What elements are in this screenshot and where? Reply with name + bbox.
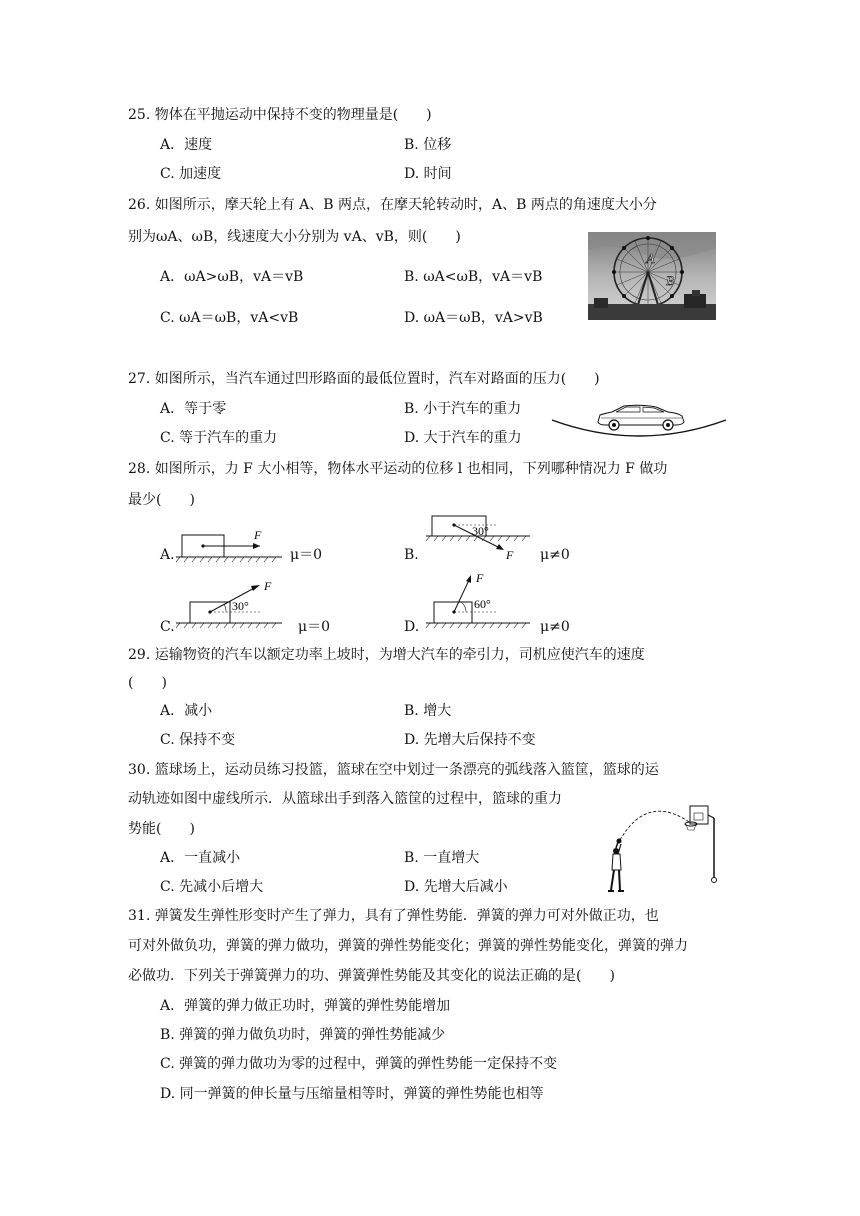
q25-option-c: C. 加速度 xyxy=(160,166,222,182)
q31-option-a: A．弹簧的弹力做正功时，弹簧的弹性势能增加 xyxy=(160,998,451,1014)
force-diagram-c xyxy=(176,580,284,636)
q25-stem: 25. 物体在平抛运动中保持不变的物理量是( ) xyxy=(128,107,432,123)
q26-option-d: D. ωA＝ωB，vA>vB xyxy=(404,310,543,326)
angle-label-b: 30° xyxy=(472,524,489,538)
q29-stem-line1: 29. 运输物资的汽车以额定功率上坡时，为增大汽车的牵引力，司机应使汽车的速度 xyxy=(128,647,645,663)
q30-option-a: A．一直减小 xyxy=(160,850,241,866)
q30-stem-line3: 势能( ) xyxy=(128,821,195,837)
force-label-a: F xyxy=(254,528,262,542)
force-diagram-a xyxy=(176,524,284,564)
q26-option-b: B. ωA<ωB，vA＝vB xyxy=(404,269,543,285)
q29-option-a: A．减小 xyxy=(160,703,213,719)
q28-option-b: B. xyxy=(404,547,419,563)
q29-option-b: B. 增大 xyxy=(404,703,452,719)
angle-label-c: 30° xyxy=(232,599,249,613)
q28-stem-line1: 28. 如图所示，力 F 大小相等，物体水平运动的位移 l 也相同，下列哪种情况力 F 做功 xyxy=(128,461,668,477)
q29-stem-line2: ( ) xyxy=(128,675,167,691)
q27-stem: 27. 如图所示，当汽车通过凹形路面的最低位置时，汽车对路面的压力( ) xyxy=(128,371,600,387)
q26-option-c: C. ωA＝ωB，vA<vB xyxy=(160,310,299,326)
q26-stem-line2: 别为ωA、ωB，线速度大小分别为 vA、vB，则( ) xyxy=(128,229,461,245)
q28-mu-b: μ≠0 xyxy=(540,547,570,563)
q28-mu-d: μ≠0 xyxy=(540,619,570,635)
force-diagram-d xyxy=(426,570,532,634)
q27-option-c: C. 等于汽车的重力 xyxy=(160,430,278,446)
q28-mu-c: μ＝0 xyxy=(298,619,331,635)
force-label-c: F xyxy=(264,580,272,593)
q30-stem-line1: 30. 篮球场上，运动员练习投篮，篮球在空中划过一条漂亮的弧线落入篮筐，篮球的运 xyxy=(128,762,659,778)
q31-stem-line1: 31. 弹簧发生弹性形变时产生了弹力，具有了弹性势能．弹簧的弹力可对外做正功，也 xyxy=(128,908,659,924)
q29-option-c: C. 保持不变 xyxy=(160,732,236,748)
ferris-label-b: B xyxy=(666,273,674,288)
q28-option-d: D. xyxy=(404,619,420,635)
ferris-label-a: A xyxy=(646,252,655,267)
force-label-b: F xyxy=(506,548,514,562)
q25-option-a: A．速度 xyxy=(160,137,213,153)
q31-stem-line2: 可对外做负功，弹簧的弹力做功，弹簧的弹性势能变化；弹簧的弹性势能变化，弹簧的弹力 xyxy=(128,938,688,954)
q30-option-b: B. 一直增大 xyxy=(404,850,480,866)
q27-option-b: B. 小于汽车的重力 xyxy=(404,401,522,417)
basketball-shot-figure xyxy=(598,796,730,898)
q31-option-d: D. 同一弹簧的伸长量与压缩量相等时，弹簧的弹性势能也相等 xyxy=(160,1086,544,1102)
q27-option-a: A．等于零 xyxy=(160,401,227,417)
q26-option-a: A．ωA>ωB，vA＝vB xyxy=(160,269,304,285)
q25-option-b: B. 位移 xyxy=(404,137,452,153)
q28-option-a: A. xyxy=(160,547,175,563)
q31-option-b: B. 弹簧的弹力做负功时，弹簧的弹性势能减少 xyxy=(160,1027,446,1043)
q28-option-c: C. xyxy=(160,619,175,635)
ferris-wheel-figure xyxy=(588,232,716,320)
q26-stem-line1: 26. 如图所示，摩天轮上有 A、B 两点，在摩天轮转动时，A、B 两点的角速度大小分 xyxy=(128,197,657,213)
angle-label-d: 60° xyxy=(474,597,491,611)
q25-option-d: D. 时间 xyxy=(404,166,452,182)
q30-option-c: C. 先减小后增大 xyxy=(160,879,264,895)
force-label-d: F xyxy=(476,571,484,585)
q27-option-d: D. 大于汽车的重力 xyxy=(404,430,522,446)
q28-mu-a: μ＝0 xyxy=(290,547,323,563)
q31-stem-line3: 必做功．下列关于弹簧弹力的功、弹簧弹性势能及其变化的说法正确的是( ) xyxy=(128,968,615,984)
concave-road-car-figure xyxy=(550,398,728,442)
q28-stem-line2: 最少( ) xyxy=(128,492,195,508)
q30-stem-line2: 动轨迹如图中虚线所示．从篮球出手到落入篮筐的过程中，篮球的重力 xyxy=(128,791,562,807)
q30-option-d: D. 先增大后减小 xyxy=(404,879,508,895)
force-diagram-b xyxy=(426,510,532,566)
q31-option-c: C. 弹簧的弹力做功为零的过程中，弹簧的弹性势能一定保持不变 xyxy=(160,1056,558,1072)
q29-option-d: D. 先增大后保持不变 xyxy=(404,732,536,748)
